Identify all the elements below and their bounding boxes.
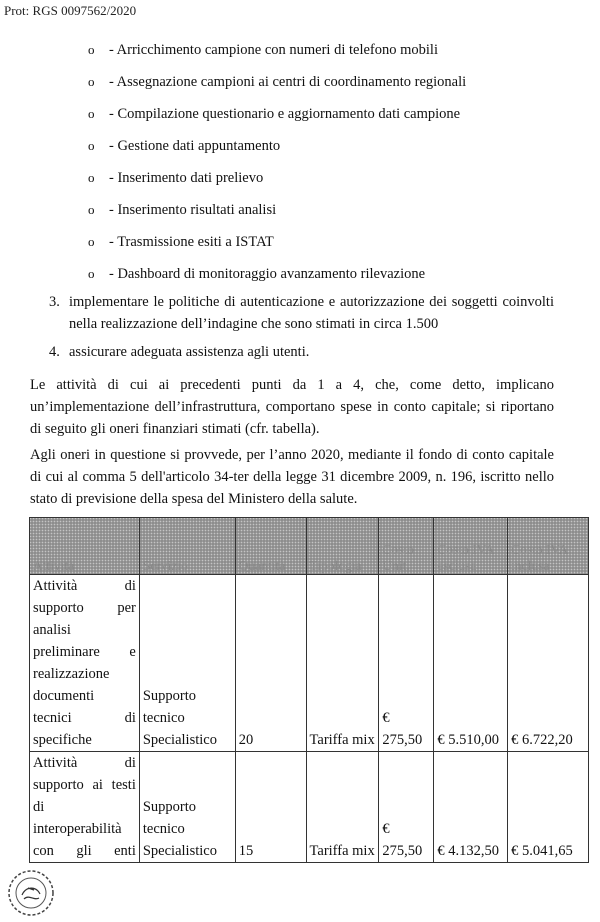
cell-costo-iva-esclusa: € 5.510,00 bbox=[434, 575, 508, 752]
list-item bbox=[88, 72, 466, 104]
official-stamp-icon bbox=[6, 868, 56, 918]
item-number: 3. bbox=[49, 294, 60, 310]
cell-costo-iva-esclusa: € 4.132,50 bbox=[434, 752, 508, 863]
cell-costo-iva-inclusa: € 5.041,65 bbox=[508, 752, 589, 863]
numbered-item-3 bbox=[49, 291, 554, 335]
paragraph-funding: Agli oneri in questione si provvede, per l’anno 2020, mediante il fondo di conto capitale di cui al comma 5 dell'articolo 34-ter della legge 31 dicembre 2009, n. 196, iscritto nello stato di previsione della spesa del Ministero della salute. bbox=[30, 447, 554, 507]
column-header-attivita: Attività bbox=[30, 518, 140, 575]
column-header-tipologia: Tipologia bbox=[306, 518, 379, 575]
item-text: assicurare adeguata assistenza agli utenti. bbox=[69, 344, 310, 360]
item-text: implementare le politiche di autenticazione e autorizzazione dei soggetti coinvolti nella realizzazione dell’indagine che sono stimati in circa 1.500 bbox=[69, 294, 554, 332]
cell-attivita: Attività di supporto per analisi preliminare e realizzazione documenti tecnici di specifiche bbox=[30, 575, 140, 752]
protocol-header: Prot: RGS 0097562/2020 bbox=[4, 3, 137, 18]
list-item bbox=[88, 104, 466, 136]
item-number: 4. bbox=[49, 344, 60, 360]
paragraph-activities: Le attività di cui ai precedenti punti da 1 a 4, che, come detto, implicano un’implementazione dell’infrastruttura, comportano spese in conto capitale; si riportano di seguito gli oneri finanziari stimati (cfr. tabella). bbox=[30, 377, 554, 437]
column-header-servizio: Servizio bbox=[139, 518, 235, 575]
cell-quantita: 20 bbox=[235, 575, 306, 752]
column-header-quantita: Quantità bbox=[235, 518, 306, 575]
column-header-costo-iva-esclusa: Costo IVA esclusa bbox=[434, 518, 508, 575]
list-item bbox=[88, 200, 466, 232]
list-item bbox=[88, 232, 466, 264]
bullet-icon: o bbox=[88, 234, 95, 249]
numbered-item-4 bbox=[49, 341, 554, 363]
list-item bbox=[88, 136, 466, 168]
cell-tipologia: Tariffa mix bbox=[306, 752, 379, 863]
list-item-text: - Trasmissione esiti a ISTAT bbox=[109, 234, 274, 250]
table-header-row bbox=[30, 518, 589, 575]
list-item-text: - Inserimento dati prelievo bbox=[109, 170, 264, 186]
bullet-icon: o bbox=[88, 170, 95, 185]
bullet-icon: o bbox=[88, 106, 95, 121]
list-item-text: - Arricchimento campione con numeri di telefono mobili bbox=[109, 42, 438, 58]
list-item bbox=[88, 168, 466, 200]
cell-servizio: Supporto tecnico Specialistico bbox=[139, 752, 235, 863]
list-item-text: - Assegnazione campioni ai centri di coordinamento regionali bbox=[109, 74, 467, 90]
table-row bbox=[30, 752, 589, 863]
list-item bbox=[88, 40, 466, 72]
sub-activity-list bbox=[88, 40, 466, 296]
cell-attivita: Attività di supporto ai testi di interoperabilità con gli enti bbox=[30, 752, 140, 863]
list-item-text: - Gestione dati appuntamento bbox=[109, 138, 281, 154]
cell-quantita: 15 bbox=[235, 752, 306, 863]
column-header-costo-iva-inclusa: Costo IVA inclusa bbox=[508, 518, 589, 575]
bullet-icon: o bbox=[88, 74, 95, 89]
bullet-icon: o bbox=[88, 202, 95, 217]
list-item-text: - Compilazione questionario e aggiornamento dati campione bbox=[109, 106, 461, 122]
cell-servizio: Supporto tecnico Specialistico bbox=[139, 575, 235, 752]
table-row bbox=[30, 575, 589, 752]
cell-costo-unit: € 275,50 bbox=[379, 575, 434, 752]
cell-costo-unit: € 275,50 bbox=[379, 752, 434, 863]
cell-tipologia: Tariffa mix bbox=[306, 575, 379, 752]
bullet-icon: o bbox=[88, 266, 95, 281]
cost-table bbox=[29, 517, 589, 863]
list-item-text: - Inserimento risultati analisi bbox=[109, 202, 277, 218]
bullet-icon: o bbox=[88, 42, 95, 57]
cell-costo-iva-inclusa: € 6.722,20 bbox=[508, 575, 589, 752]
bullet-icon: o bbox=[88, 138, 95, 153]
column-header-costo-unit: Costo Unit. bbox=[379, 518, 434, 575]
list-item-text: - Dashboard di monitoraggio avanzamento rilevazione bbox=[109, 266, 426, 282]
